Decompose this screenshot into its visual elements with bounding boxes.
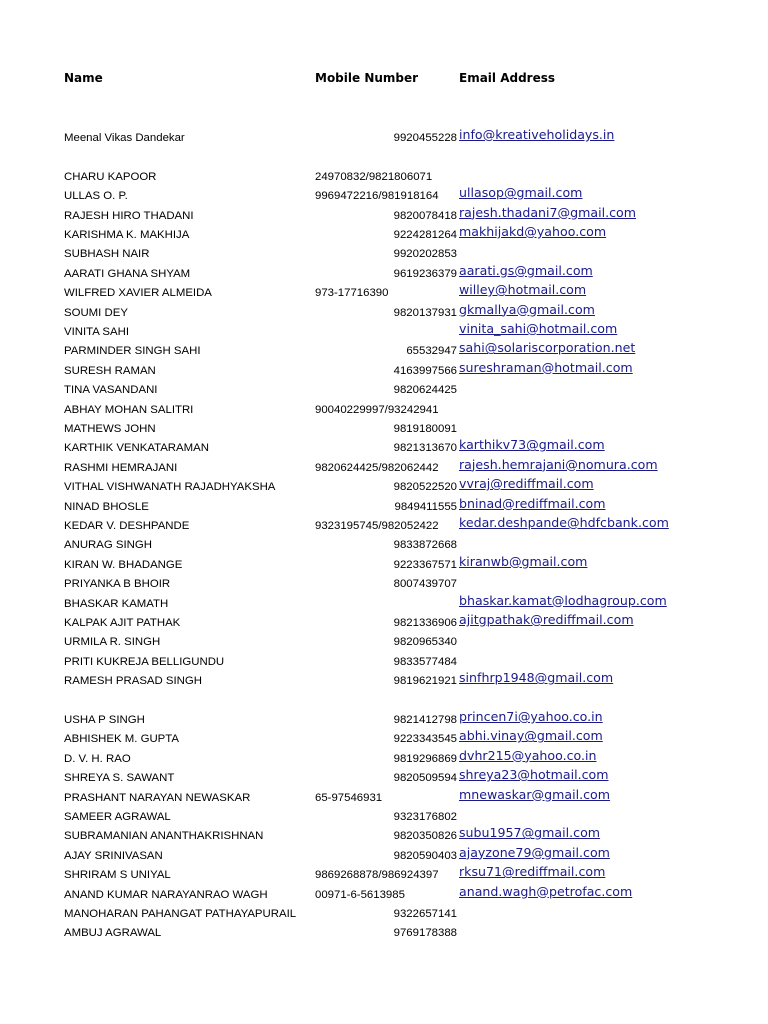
contact-mobile: 9820590403 — [393, 849, 457, 862]
contact-name: SURESH RAMAN — [64, 364, 156, 377]
contact-mobile: 9323176802 — [393, 811, 457, 823]
table-row — [0, 381, 768, 400]
contact-mobile: 9820965340 — [393, 636, 457, 649]
contact-name: VINITA SAHI — [64, 326, 129, 338]
table-row — [0, 456, 768, 478]
contact-name: SUBRAMANIAN ANANTHAKRISHNAN — [64, 830, 264, 843]
contact-mobile: 9920202853 — [393, 248, 457, 261]
contact-mobile: 9820624425/982062442 — [315, 461, 439, 474]
contact-name: URMILA R. SINGH — [64, 636, 161, 649]
contact-mobile: 9820509594 — [393, 772, 457, 785]
contact-name: WILFRED XAVIER ALMEIDA — [64, 287, 212, 300]
contact-mobile: 9819621921 — [393, 675, 457, 688]
contact-name: NINAD BHOSLE — [64, 500, 149, 513]
contact-mobile: 9849411555 — [394, 500, 457, 513]
contact-email-link[interactable]: ullasop@gmail.com — [459, 185, 583, 201]
table-row — [0, 711, 768, 730]
contact-name: RAJESH HIRO THADANI — [64, 209, 194, 222]
contact-mobile: 9821336906 — [393, 617, 457, 629]
table-row — [0, 808, 768, 827]
column-header-mobile: Mobile Number — [315, 71, 419, 85]
contact-email-link[interactable]: sinfhrp1948@gmail.com — [459, 670, 614, 686]
contact-mobile: 9223343545 — [393, 733, 457, 746]
contact-mobile: 65532947 — [406, 345, 457, 358]
contact-email-link[interactable]: mnewaskar@gmail.com — [459, 786, 611, 802]
table-row — [0, 204, 768, 226]
table-row — [0, 883, 768, 905]
contact-mobile: 9820522520 — [393, 481, 457, 494]
contact-email-link[interactable]: rksu71@rediffmail.com — [459, 864, 606, 880]
contact-mobile: 9223367571 — [393, 558, 457, 571]
table-row — [0, 769, 768, 788]
table-row — [0, 672, 768, 691]
contact-mobile: 24970832/9821806071 — [315, 170, 433, 183]
contact-name: SUBHASH NAIR — [64, 248, 150, 261]
contact-mobile: 9821313670 — [393, 442, 457, 455]
contact-email-link[interactable]: rajesh.hemrajani@nomura.com — [459, 456, 658, 472]
contact-email-link[interactable]: bninad@rediffmail.com — [459, 495, 606, 511]
contact-email-link[interactable]: sureshraman@hotmail.com — [459, 359, 633, 375]
contact-name: PARMINDER SINGH SAHI — [64, 345, 201, 358]
contact-name: SHRIRAM S UNIYAL — [64, 869, 171, 882]
table-row — [0, 342, 768, 361]
table-row — [0, 553, 768, 575]
contact-name: RAMESH PRASAD SINGH — [64, 675, 202, 688]
contact-email-link[interactable]: aarati.gs@gmail.com — [459, 262, 593, 278]
contact-mobile: 8007439707 — [393, 578, 457, 591]
contact-email-link[interactable]: vinita_sahi@hotmail.com — [459, 321, 618, 336]
table-row — [0, 786, 768, 808]
contact-mobile: 9833872668 — [393, 539, 457, 552]
contact-email-link[interactable]: sahi@solariscorporation.net — [459, 340, 636, 356]
contact-email-link[interactable]: kedar.deshpande@hdfcbank.com — [459, 515, 669, 530]
contact-email-link[interactable]: princen7i@yahoo.co.in — [459, 709, 603, 724]
contact-name: SAMEER AGRAWAL — [64, 811, 171, 823]
table-row — [0, 614, 768, 633]
table-row — [0, 924, 768, 943]
contact-name: KARTHIK VENKATARAMAN — [64, 442, 209, 455]
contact-name: ABHAY MOHAN SALITRI — [64, 403, 194, 416]
contact-email-link[interactable]: info@kreativeholidays.in — [459, 127, 615, 142]
table-row — [0, 129, 768, 148]
table-row — [0, 226, 768, 245]
contact-mobile: 9819296869 — [393, 752, 457, 765]
contact-mobile: 9769178388 — [393, 927, 457, 940]
contact-mobile: 9224281264 — [393, 229, 457, 241]
contact-email-link[interactable]: ajitgpathak@rediffmail.com — [459, 612, 634, 627]
contact-mobile: 9322657141 — [393, 908, 457, 920]
table-row — [0, 359, 768, 381]
contact-email-link[interactable]: anand.wagh@petrofac.com — [459, 883, 633, 899]
contact-mobile: 9821412798 — [393, 714, 457, 726]
table-row — [0, 478, 768, 497]
contact-name: AARATI GHANA SHYAM — [64, 267, 191, 280]
contact-email-link[interactable]: bhaskar.kamat@lodhagroup.com — [459, 592, 667, 608]
contact-name: TINA VASANDANI — [64, 384, 158, 397]
table-row — [0, 866, 768, 885]
contact-email-link[interactable]: abhi.vinay@gmail.com — [459, 728, 603, 744]
column-header-name: Name — [64, 71, 103, 85]
contact-name: KIRAN W. BHADANGE — [64, 558, 183, 571]
contact-mobile: 9323195745/982052422 — [315, 520, 439, 532]
contact-mobile: 9820624425 — [393, 384, 457, 397]
table-row — [0, 245, 768, 264]
contact-email-link[interactable]: kiranwb@gmail.com — [459, 553, 588, 569]
contact-name: PRITI KUKREJA BELLIGUNDU — [64, 655, 225, 668]
contact-name: MANOHARAN PAHANGAT PATHAYAPURAIL — [64, 908, 297, 920]
contact-name: KALPAK AJIT PATHAK — [64, 617, 181, 629]
contact-name: PRASHANT NARAYAN NEWASKAR — [64, 791, 251, 804]
contact-mobile: 9869268878/986924397 — [315, 869, 439, 882]
contact-name: KEDAR V. DESHPANDE — [64, 520, 190, 532]
contact-mobile: 973-17716390 — [315, 287, 389, 300]
contact-name: ABHISHEK M. GUPTA — [64, 733, 179, 746]
contact-name: AJAY SRINIVASAN — [64, 849, 163, 862]
contact-name: VITHAL VISHWANATH RAJADHYAKSHA — [64, 481, 276, 494]
contact-mobile: 9969472216/981918164 — [315, 190, 439, 203]
table-row — [0, 827, 768, 846]
contact-name: D. V. H. RAO — [64, 752, 131, 765]
contact-mobile: 9619236379 — [393, 267, 457, 280]
table-row — [0, 301, 768, 323]
contact-email-link[interactable]: karthikv73@gmail.com — [459, 437, 605, 453]
contact-name: ULLAS O. P. — [64, 190, 128, 203]
table-row — [0, 633, 768, 652]
contact-mobile: 9833577484 — [393, 655, 457, 668]
table-row — [0, 401, 768, 420]
contact-name: Meenal Vikas Dandekar — [64, 132, 185, 144]
contact-email-link[interactable]: shreya23@hotmail.com — [459, 767, 609, 783]
contact-mobile: 4163997566 — [393, 364, 457, 377]
contact-name: ANURAG SINGH — [64, 539, 152, 552]
table-row — [0, 323, 768, 342]
contact-mobile: 9820350826 — [393, 830, 457, 843]
contact-name: ANAND KUMAR NARAYANRAO WAGH — [64, 888, 268, 901]
contact-name: USHA P SINGH — [64, 714, 145, 726]
contact-email-link[interactable]: dvhr215@yahoo.co.in — [459, 747, 597, 763]
contact-email-link[interactable]: makhijakd@yahoo.com — [459, 224, 607, 239]
contact-name: PRIYANKA B BHOIR — [64, 578, 171, 591]
contact-mobile: 9920455228 — [393, 132, 457, 144]
contact-email-link[interactable]: subu1957@gmail.com — [459, 825, 601, 841]
contact-mobile: 9820078418 — [393, 209, 457, 222]
table-row — [0, 284, 768, 303]
contact-name: KARISHMA K. MAKHIJA — [64, 229, 190, 241]
contact-name: SHREYA S. SAWANT — [64, 772, 175, 785]
contact-name: BHASKAR KAMATH — [64, 597, 169, 610]
contact-mobile: 9820137931 — [393, 306, 457, 319]
contact-email-link[interactable]: ajayzone79@gmail.com — [459, 844, 610, 860]
table-row — [0, 592, 768, 614]
contact-email-link[interactable]: rajesh.thadani7@gmail.com — [459, 204, 637, 220]
contact-name: AMBUJ AGRAWAL — [64, 927, 162, 940]
contact-mobile: 65-97546931 — [315, 791, 383, 804]
table-row — [0, 653, 768, 672]
contact-email-link[interactable]: willey@hotmail.com — [459, 282, 587, 298]
contact-mobile: 90040229997/93242941 — [315, 403, 439, 416]
table-row — [0, 844, 768, 866]
table-row — [0, 905, 768, 924]
column-header-email: Email Address — [459, 71, 556, 85]
contact-email-link[interactable]: gkmallya@gmail.com — [459, 301, 595, 317]
table-row — [0, 517, 768, 536]
contact-email-link[interactable]: vvraj@rediffmail.com — [459, 476, 594, 492]
contact-mobile: 00971-6-5613985 — [315, 888, 405, 901]
contact-mobile: 9819180091 — [393, 423, 457, 435]
table-row — [0, 420, 768, 439]
table-row — [0, 730, 768, 749]
table-row — [0, 168, 768, 187]
contact-name: RASHMI HEMRAJANI — [64, 461, 178, 474]
table-row — [0, 262, 768, 284]
table-row — [0, 747, 768, 769]
table-row — [0, 187, 768, 206]
table-row — [0, 536, 768, 555]
contact-name: MATHEWS JOHN — [64, 423, 156, 435]
contact-name: SOUMI DEY — [64, 306, 128, 319]
contact-name: CHARU KAPOOR — [64, 170, 157, 183]
